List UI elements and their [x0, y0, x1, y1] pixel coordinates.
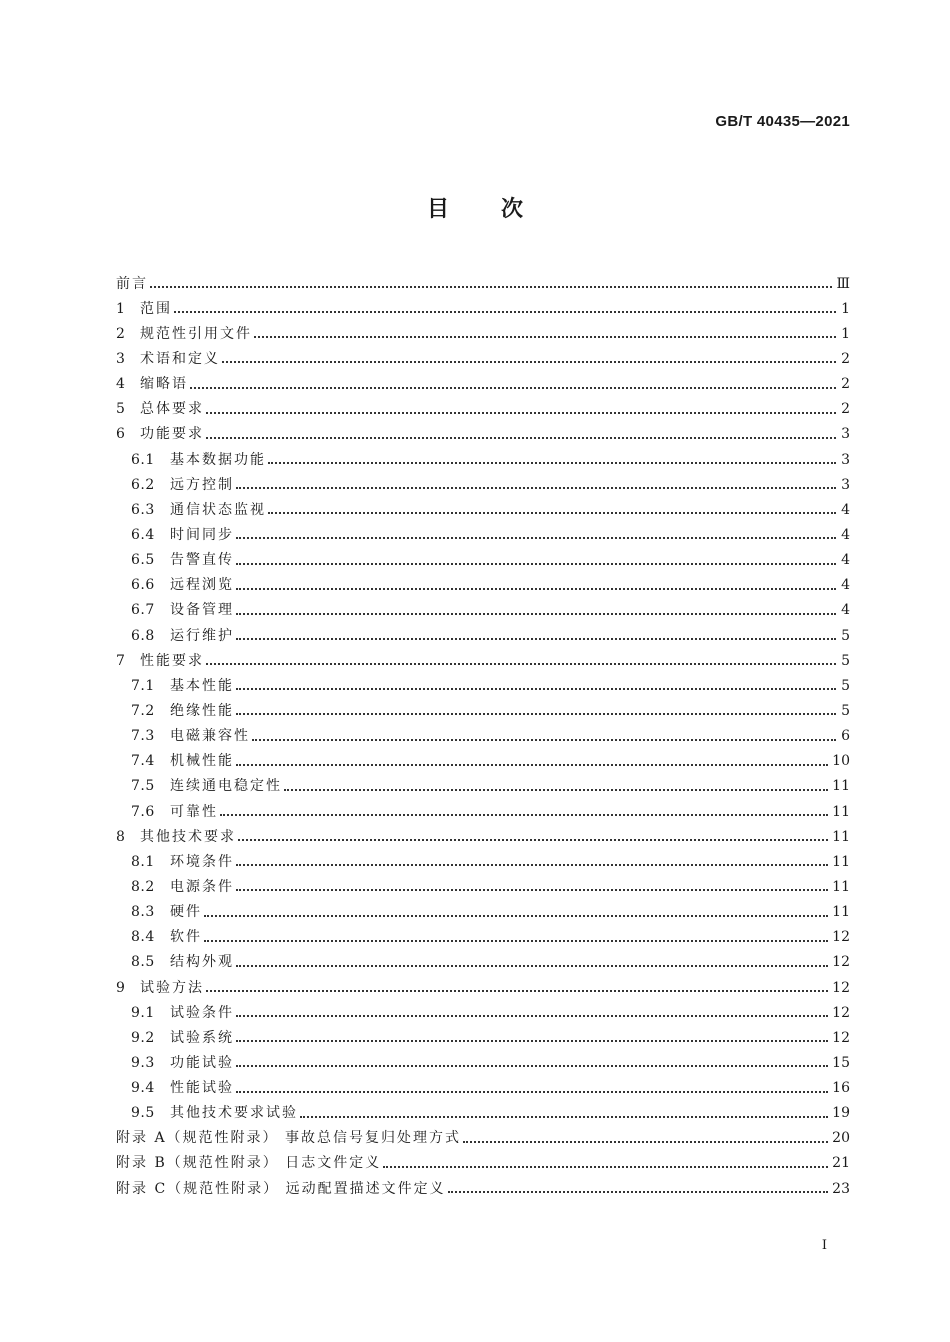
toc-leader-dots [268, 511, 836, 514]
toc-entry-page: Ⅲ [836, 275, 850, 292]
toc-leader-dots [236, 612, 836, 615]
toc-entry[interactable] [116, 372, 850, 397]
toc-entry-number: 9.5 [131, 1105, 155, 1122]
toc-entry[interactable] [116, 1101, 850, 1126]
toc-leader-dots [222, 360, 836, 363]
toc-entry-label: 连续通电稳定性 [170, 778, 282, 795]
toc-entry-page: 2 [841, 401, 850, 418]
toc-entry-page: 11 [832, 778, 850, 795]
toc-entry[interactable] [116, 1126, 850, 1151]
toc-leader-dots [236, 562, 836, 565]
toc-entry-number: 8.4 [131, 929, 155, 946]
toc-entry-number: 8 [116, 828, 126, 845]
toc-entry-label: 远方控制 [170, 476, 234, 493]
toc-entry-page: 6 [841, 728, 850, 745]
toc-entry-page: 19 [832, 1105, 850, 1122]
toc-entry-label: 性能试验 [170, 1080, 234, 1097]
toc-entry-page: 12 [832, 929, 850, 946]
toc-leader-dots [463, 1140, 828, 1143]
toc-entry-page: 12 [832, 1004, 850, 1021]
toc-leader-dots [206, 989, 828, 992]
toc-entry-label: 告警直传 [170, 552, 234, 569]
toc-leader-dots [206, 436, 836, 439]
toc-leader-dots [206, 411, 836, 414]
toc-entry-number: 7.2 [131, 702, 155, 719]
toc-entry-page: 16 [832, 1080, 850, 1097]
toc-entry[interactable] [116, 1076, 850, 1101]
toc-leader-dots [236, 1039, 828, 1042]
toc-entry[interactable] [116, 422, 850, 447]
toc-leader-dots [236, 964, 828, 967]
standard-code: GB/T 40435—2021 [715, 113, 850, 130]
toc-entry-page: 5 [841, 702, 850, 719]
toc-entry-number: 8.3 [131, 904, 155, 921]
toc-leader-dots [190, 386, 836, 389]
toc-entry-label: 远程浏览 [170, 577, 234, 594]
toc-entry-page: 15 [832, 1054, 850, 1071]
toc-entry[interactable] [116, 522, 850, 547]
toc-entry-label: 电源条件 [170, 878, 234, 895]
toc-entry-page: 11 [832, 803, 850, 820]
toc-leader-dots [236, 1064, 828, 1067]
toc-entry-page: 4 [841, 577, 850, 594]
table-of-contents [116, 271, 850, 1201]
toc-entry-number: 6.2 [131, 476, 155, 493]
toc-entry-number: 7.5 [131, 778, 155, 795]
toc-entry-label: 附录 A（规范性附录） 事故总信号复归处理方式 [116, 1130, 462, 1147]
toc-entry-page: 11 [832, 878, 850, 895]
toc-entry[interactable] [116, 447, 850, 472]
toc-entry-label: 硬件 [170, 904, 202, 921]
toc-entry[interactable] [116, 598, 850, 623]
toc-entry[interactable] [116, 648, 850, 673]
toc-leader-dots [448, 1190, 829, 1193]
toc-leader-dots [174, 310, 836, 313]
toc-entry-number: 6.5 [131, 552, 155, 569]
toc-entry-page: 3 [841, 476, 850, 493]
toc-leader-dots [236, 712, 836, 715]
toc-entry[interactable] [116, 724, 850, 749]
toc-entry-number: 9.2 [131, 1029, 155, 1046]
toc-entry-page: 20 [832, 1130, 850, 1147]
toc-entry[interactable] [116, 346, 850, 371]
toc-entry-label: 功能试验 [170, 1054, 234, 1071]
toc-entry-number: 7.1 [131, 677, 155, 694]
toc-entry-label: 试验系统 [170, 1029, 234, 1046]
toc-entry[interactable] [116, 849, 850, 874]
toc-entry-label: 绝缘性能 [170, 702, 234, 719]
toc-entry-page: 11 [832, 904, 850, 921]
toc-entry-number: 7.4 [131, 753, 155, 770]
toc-entry[interactable] [116, 698, 850, 723]
toc-entry-label: 前言 [116, 275, 148, 292]
toc-entry[interactable] [116, 321, 850, 346]
toc-entry-number: 8.5 [131, 954, 155, 971]
toc-entry[interactable] [116, 1025, 850, 1050]
toc-entry-label: 通信状态监视 [170, 501, 266, 518]
toc-entry-number: 3 [116, 350, 126, 367]
toc-entry-label: 环境条件 [170, 853, 234, 870]
toc-entry-label: 功能要求 [140, 426, 204, 443]
toc-leader-dots [268, 461, 836, 464]
toc-entry-number: 7.3 [131, 728, 155, 745]
toc-leader-dots [236, 1014, 828, 1017]
toc-leader-dots [236, 637, 836, 640]
toc-leader-dots [204, 939, 828, 942]
toc-leader-dots [254, 335, 836, 338]
toc-entry-page: 5 [841, 652, 850, 669]
toc-entry-number: 9 [116, 979, 126, 996]
toc-entry-number: 6.4 [131, 526, 155, 543]
toc-entry-number: 4 [116, 376, 126, 393]
toc-leader-dots [238, 838, 828, 841]
toc-entry-page: 11 [832, 828, 850, 845]
toc-entry-label: 机械性能 [170, 753, 234, 770]
toc-entry-label: 试验方法 [140, 979, 204, 996]
toc-entry[interactable] [116, 623, 850, 648]
toc-entry[interactable] [116, 1000, 850, 1025]
toc-entry-number: 9.1 [131, 1004, 155, 1021]
toc-entry-number: 2 [116, 325, 126, 342]
toc-leader-dots [236, 536, 836, 539]
toc-entry-label: 规范性引用文件 [140, 325, 252, 342]
toc-entry-number: 9.3 [131, 1054, 155, 1071]
toc-leader-dots [236, 888, 828, 891]
toc-entry-page: 12 [832, 954, 850, 971]
toc-entry-label: 其他技术要求试验 [170, 1105, 298, 1122]
toc-entry-label: 可靠性 [170, 803, 218, 820]
toc-entry[interactable] [116, 472, 850, 497]
toc-entry-page: 5 [841, 627, 850, 644]
toc-entry[interactable] [116, 799, 850, 824]
toc-entry-label: 基本数据功能 [170, 451, 266, 468]
toc-leader-dots [236, 863, 828, 866]
toc-entry-number: 6.8 [131, 627, 155, 644]
toc-entry[interactable] [116, 296, 850, 321]
toc-entry-number: 8.1 [131, 853, 155, 870]
toc-leader-dots [236, 1090, 828, 1093]
page-title: 目次 [426, 197, 575, 222]
toc-entry-page: 11 [832, 853, 850, 870]
toc-entry-label: 结构外观 [170, 954, 234, 971]
toc-entry-number: 8.2 [131, 878, 155, 895]
toc-entry-page: 10 [832, 753, 850, 770]
toc-leader-dots [236, 687, 836, 690]
page-number: I [821, 1238, 827, 1253]
toc-entry-number: 6.1 [131, 451, 155, 468]
toc-entry-label: 软件 [170, 929, 202, 946]
toc-entry-label: 运行维护 [170, 627, 234, 644]
toc-entry-page: 3 [841, 451, 850, 468]
toc-entry-number: 9.4 [131, 1080, 155, 1097]
toc-entry-label: 性能要求 [140, 652, 204, 669]
toc-entry-label: 基本性能 [170, 677, 234, 694]
toc-leader-dots [220, 813, 828, 816]
toc-entry[interactable] [116, 975, 850, 1000]
toc-entry[interactable] [116, 573, 850, 598]
toc-leader-dots [206, 662, 836, 665]
toc-entry[interactable] [116, 673, 850, 698]
toc-entry[interactable] [116, 271, 850, 296]
toc-leader-dots [204, 914, 828, 917]
toc-entry[interactable] [116, 824, 850, 849]
toc-entry-label: 附录 B（规范性附录） 日志文件定义 [116, 1155, 382, 1172]
toc-entry-label: 范围 [140, 300, 172, 317]
toc-entry-page: 4 [841, 526, 850, 543]
toc-leader-dots [300, 1115, 828, 1118]
toc-entry-page: 4 [841, 501, 850, 518]
toc-entry-page: 1 [841, 325, 850, 342]
toc-entry-page: 3 [841, 426, 850, 443]
toc-entry-number: 6.6 [131, 577, 155, 594]
toc-leader-dots [252, 738, 836, 741]
toc-entry-label: 时间同步 [170, 526, 234, 543]
toc-entry[interactable] [116, 749, 850, 774]
toc-entry-page: 4 [841, 602, 850, 619]
toc-entry[interactable] [116, 497, 850, 522]
toc-entry-label: 试验条件 [170, 1004, 234, 1021]
toc-entry-page: 23 [832, 1180, 850, 1197]
toc-entry-label: 总体要求 [140, 401, 204, 418]
toc-entry[interactable] [116, 900, 850, 925]
toc-entry[interactable] [116, 548, 850, 573]
toc-leader-dots [284, 788, 828, 791]
toc-entry-page: 21 [832, 1155, 850, 1172]
toc-entry-number: 6 [116, 426, 126, 443]
toc-leader-dots [236, 763, 828, 766]
toc-leader-dots [383, 1165, 828, 1168]
toc-entry-label: 其他技术要求 [140, 828, 236, 845]
toc-entry-number: 6.3 [131, 501, 155, 518]
toc-entry[interactable] [116, 925, 850, 950]
toc-leader-dots [150, 285, 832, 288]
toc-entry-page: 2 [841, 376, 850, 393]
toc-entry-page: 1 [841, 300, 850, 317]
toc-entry-page: 12 [832, 1029, 850, 1046]
toc-entry-label: 设备管理 [170, 602, 234, 619]
toc-entry-page: 2 [841, 350, 850, 367]
toc-entry-page: 5 [841, 677, 850, 694]
toc-entry[interactable] [116, 1176, 850, 1201]
toc-entry-label: 电磁兼容性 [170, 728, 250, 745]
toc-entry-number: 6.7 [131, 602, 155, 619]
toc-entry-number: 1 [116, 300, 126, 317]
toc-entry-number: 5 [116, 401, 126, 418]
toc-entry-number: 7 [116, 652, 126, 669]
toc-entry-page: 4 [841, 552, 850, 569]
toc-entry[interactable] [116, 1151, 850, 1176]
toc-entry[interactable] [116, 774, 850, 799]
toc-entry-page: 12 [832, 979, 850, 996]
toc-entry-label: 缩略语 [140, 376, 188, 393]
toc-leader-dots [236, 486, 836, 489]
toc-entry-label: 附录 C（规范性附录） 远动配置描述文件定义 [116, 1180, 446, 1197]
toc-entry-number: 7.6 [131, 803, 155, 820]
toc-entry[interactable] [116, 950, 850, 975]
toc-entry[interactable] [116, 1050, 850, 1075]
toc-entry[interactable] [116, 397, 850, 422]
toc-entry[interactable] [116, 874, 850, 899]
toc-entry-label: 术语和定义 [140, 350, 220, 367]
toc-leader-dots [236, 587, 836, 590]
